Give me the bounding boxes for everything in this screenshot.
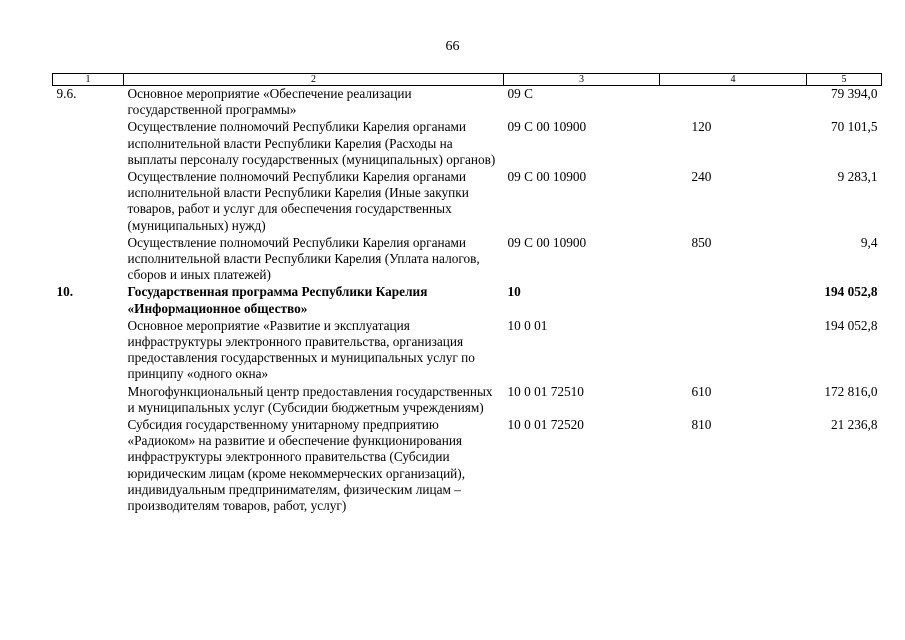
row-expense-type: 240: [691, 169, 712, 185]
row-number: 9.6.: [56, 86, 77, 101]
column-number-5: 5: [807, 74, 882, 86]
column-number-3: 3: [504, 74, 660, 86]
row-amount: 9,4: [860, 234, 878, 250]
row-name: Осуществление полномочий Республики Карелия органами исполнительной власти Республики Карелия (Иные закупки товаров, работ и услуг для обеспечения государственных (муниципальных) нужд): [127, 169, 469, 233]
row-number: [53, 119, 124, 169]
row-number: [53, 384, 124, 417]
row-expense-type: 850: [691, 234, 712, 250]
row-number: [53, 235, 124, 285]
row-number: [53, 169, 124, 235]
budget-table: [52, 73, 882, 515]
page-number: 66: [445, 39, 460, 54]
row-name: Основное мероприятие «Обеспечение реализации государственной программы»: [127, 86, 412, 118]
row-expense-type: [660, 318, 807, 384]
row-amount: 172 816,0: [824, 383, 878, 399]
row-target-article: 09 С 00 10900: [507, 234, 587, 250]
row-target-article: 10 0 01 72510: [507, 383, 584, 399]
row-name: Осуществление полномочий Республики Карелия органами исполнительной власти Республики Карелия (Уплата налогов, сборов и иных платежей): [127, 234, 480, 283]
row-expense-type: [660, 86, 807, 120]
row-name: Осуществление полномочий Республики Карелия органами исполнительной власти Республики Карелия (Расходы на выплаты персоналу государственных (муниципальных) органов): [127, 119, 496, 167]
table-row: [53, 318, 882, 384]
row-name: Государственная программа Республики Карелия «Информационное общество»: [127, 284, 428, 316]
row-name: Многофункциональный центр предоставления государственных и муниципальных услуг (Субсидии бюджетным учреждениям): [127, 383, 493, 415]
column-number-1: 1: [53, 74, 124, 86]
table-row-program: [53, 284, 882, 317]
row-target-article: 10: [507, 284, 521, 300]
row-expense-type: 810: [691, 417, 712, 433]
column-number-4: 4: [660, 74, 807, 86]
row-target-article: 10 0 01: [507, 317, 548, 333]
row-expense-type: [660, 284, 807, 317]
row-target-article: 09 С 00 10900: [507, 169, 587, 185]
table-row: [53, 417, 882, 515]
row-name: Основное мероприятие «Развитие и эксплуатация инфраструктуры электронного правительства, организация предоставления государственных и муниципальных услуг по принципу «одного окна»: [127, 317, 475, 382]
row-number: [53, 318, 124, 384]
table-row: [53, 235, 882, 285]
row-amount: 9 283,1: [837, 169, 878, 185]
row-expense-type: 120: [691, 119, 712, 135]
row-amount: 194 052,8: [824, 284, 878, 300]
row-expense-type: 610: [691, 383, 712, 399]
table-row: [53, 384, 882, 417]
row-amount: 21 236,8: [830, 417, 878, 433]
column-number-row: [53, 74, 882, 86]
row-target-article: 09 С 00 10900: [507, 119, 587, 135]
table-row: [53, 169, 882, 235]
row-number: 10.: [56, 284, 74, 300]
row-amount: 79 394,0: [830, 86, 878, 101]
row-amount: 194 052,8: [824, 317, 878, 333]
row-name: Субсидия государственному унитарному предприятию «Радиоком» на развитие и обеспечение функционирования инфраструктуры электронного правительства (Субсидии юридическим лицам (кроме некоммерческих организаций), индивидуальным предпринимателям, физическим лицам – производителям товаров, работ, услуг): [127, 417, 466, 514]
row-number: [53, 417, 124, 515]
column-number-2: 2: [124, 74, 504, 86]
row-amount: 70 101,5: [830, 119, 878, 135]
table-row: [53, 119, 882, 169]
row-target-article: 10 0 01 72520: [507, 417, 584, 433]
table-row: [53, 86, 882, 120]
row-target-article: 09 С: [507, 86, 533, 101]
